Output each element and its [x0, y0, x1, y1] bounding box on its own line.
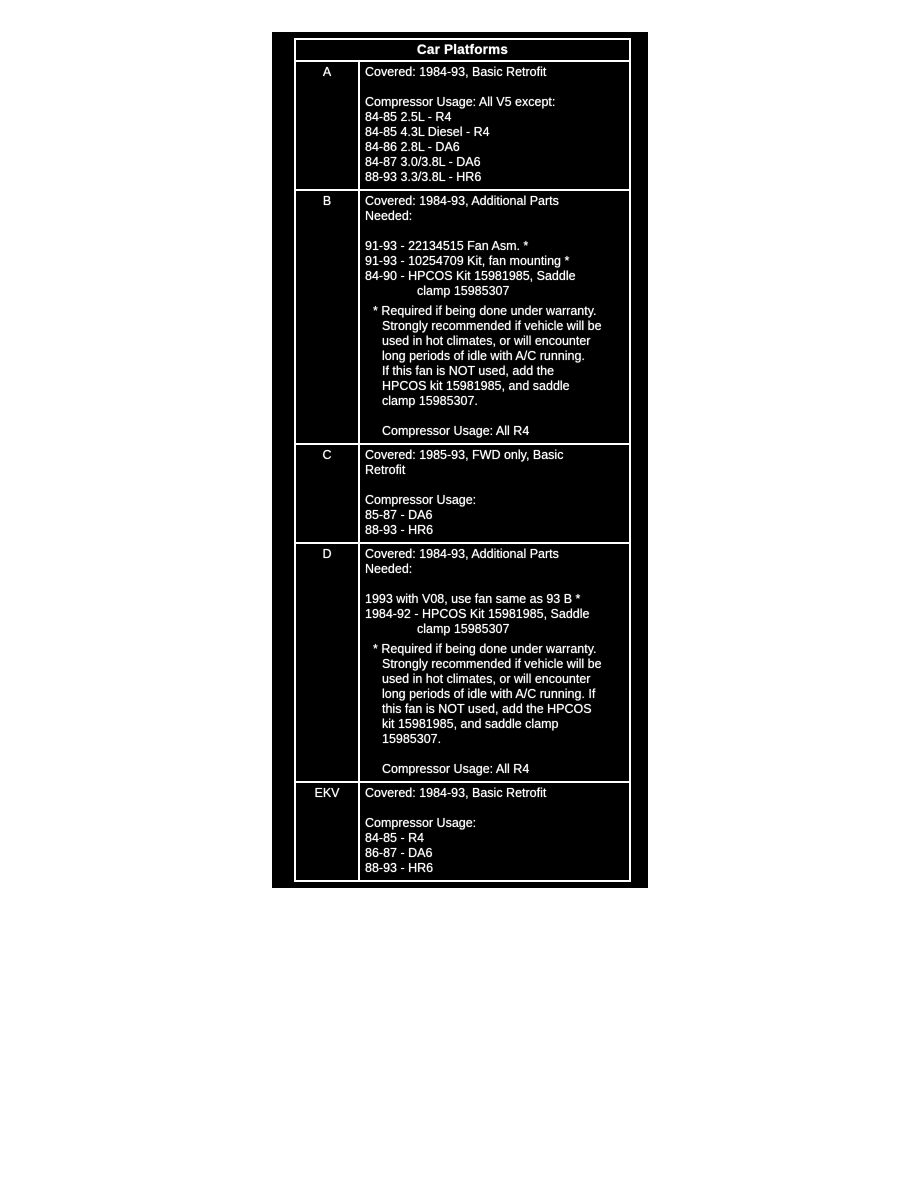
text-line: Covered: 1984-93, Basic Retrofit — [365, 65, 547, 79]
footnote-line: used in hot climates, or will encounter — [382, 672, 591, 686]
footnote-line: Strongly recommended if vehicle will be — [382, 319, 602, 333]
blank-line — [365, 224, 627, 239]
table-row-c — [296, 445, 629, 544]
text-line: 1993 with V08, use fan same as 93 B * — [365, 592, 581, 606]
text-line: Retrofit — [365, 463, 406, 477]
footnote-line: Strongly recommended if vehicle will be — [382, 657, 602, 671]
text-line: Covered: 1985-93, FWD only, Basic — [365, 448, 564, 462]
platform-cell: D — [296, 544, 360, 781]
details-cell — [360, 544, 629, 781]
details-cell — [360, 191, 629, 443]
details-cell — [360, 62, 629, 189]
text-line: 84-85 - R4 — [365, 831, 425, 845]
text-line: 86-87 - DA6 — [365, 846, 433, 860]
platform-cell: EKV — [296, 783, 360, 880]
text-line: Covered: 1984-93, Additional Parts — [365, 547, 559, 561]
table-row-b — [296, 191, 629, 445]
text-line: clamp 15985307 — [417, 284, 510, 298]
text-line: Compressor Usage: All R4 — [382, 424, 530, 438]
text-line: Covered: 1984-93, Additional Parts — [365, 194, 559, 208]
text-line: 88-93 - HR6 — [365, 861, 434, 875]
blank-line — [365, 747, 627, 762]
footnote-line: * Required if being done under warranty. — [373, 642, 597, 656]
footnote-line: this fan is NOT used, add the HPCOS — [382, 702, 592, 716]
blank-line — [365, 478, 627, 493]
table-title: Car Platforms — [296, 40, 629, 62]
text-line: Compressor Usage: All V5 except: — [365, 95, 556, 109]
text-line: 88-93 - HR6 — [365, 523, 434, 537]
blank-line — [365, 80, 627, 95]
text-line: 84-90 - HPCOS Kit 15981985, Saddle — [365, 269, 576, 283]
car-platforms-panel — [272, 32, 648, 888]
text-line: 84-87 3.0/3.8L - DA6 — [365, 155, 481, 169]
blank-line — [365, 801, 627, 816]
text-line: 1984-92 - HPCOS Kit 15981985, Saddle — [365, 607, 590, 621]
text-line: 85-87 - DA6 — [365, 508, 433, 522]
text-line: Compressor Usage: All R4 — [382, 762, 530, 776]
footnote-line: kit 15981985, and saddle clamp — [382, 717, 559, 731]
footnote-line: long periods of idle with A/C running. If — [382, 687, 596, 701]
footnote-line: 15985307. — [382, 732, 442, 746]
footnote-line: clamp 15985307. — [382, 394, 478, 408]
text-line: 91-93 - 10254709 Kit, fan mounting * — [365, 254, 570, 268]
text-line: Covered: 1984-93, Basic Retrofit — [365, 786, 547, 800]
text-line: clamp 15985307 — [417, 622, 510, 636]
car-platforms-table — [294, 38, 631, 882]
text-line: Needed: — [365, 562, 413, 576]
text-line: 84-85 2.5L - R4 — [365, 110, 452, 124]
text-line: 91-93 - 22134515 Fan Asm. * — [365, 239, 529, 253]
footnote-line: If this fan is NOT used, add the — [382, 364, 555, 378]
details-cell — [360, 783, 629, 880]
platform-cell: A — [296, 62, 360, 189]
footnote-line: used in hot climates, or will encounter — [382, 334, 591, 348]
footnote-line: HPCOS kit 15981985, and saddle — [382, 379, 570, 393]
platform-cell: B — [296, 191, 360, 443]
blank-line — [365, 409, 627, 424]
table-row-a — [296, 62, 629, 191]
blank-line — [365, 577, 627, 592]
text-line: Needed: — [365, 209, 413, 223]
details-cell — [360, 445, 629, 542]
footnote-line: long periods of idle with A/C running. — [382, 349, 585, 363]
platform-cell: C — [296, 445, 360, 542]
table-row-d — [296, 544, 629, 783]
text-line: 84-85 4.3L Diesel - R4 — [365, 125, 490, 139]
text-line: Compressor Usage: — [365, 816, 477, 830]
text-line: 84-86 2.8L - DA6 — [365, 140, 460, 154]
text-line: 88-93 3.3/3.8L - HR6 — [365, 170, 482, 184]
text-line: Compressor Usage: — [365, 493, 477, 507]
table-row-ekv — [296, 783, 629, 880]
footnote-line: * Required if being done under warranty. — [373, 304, 597, 318]
